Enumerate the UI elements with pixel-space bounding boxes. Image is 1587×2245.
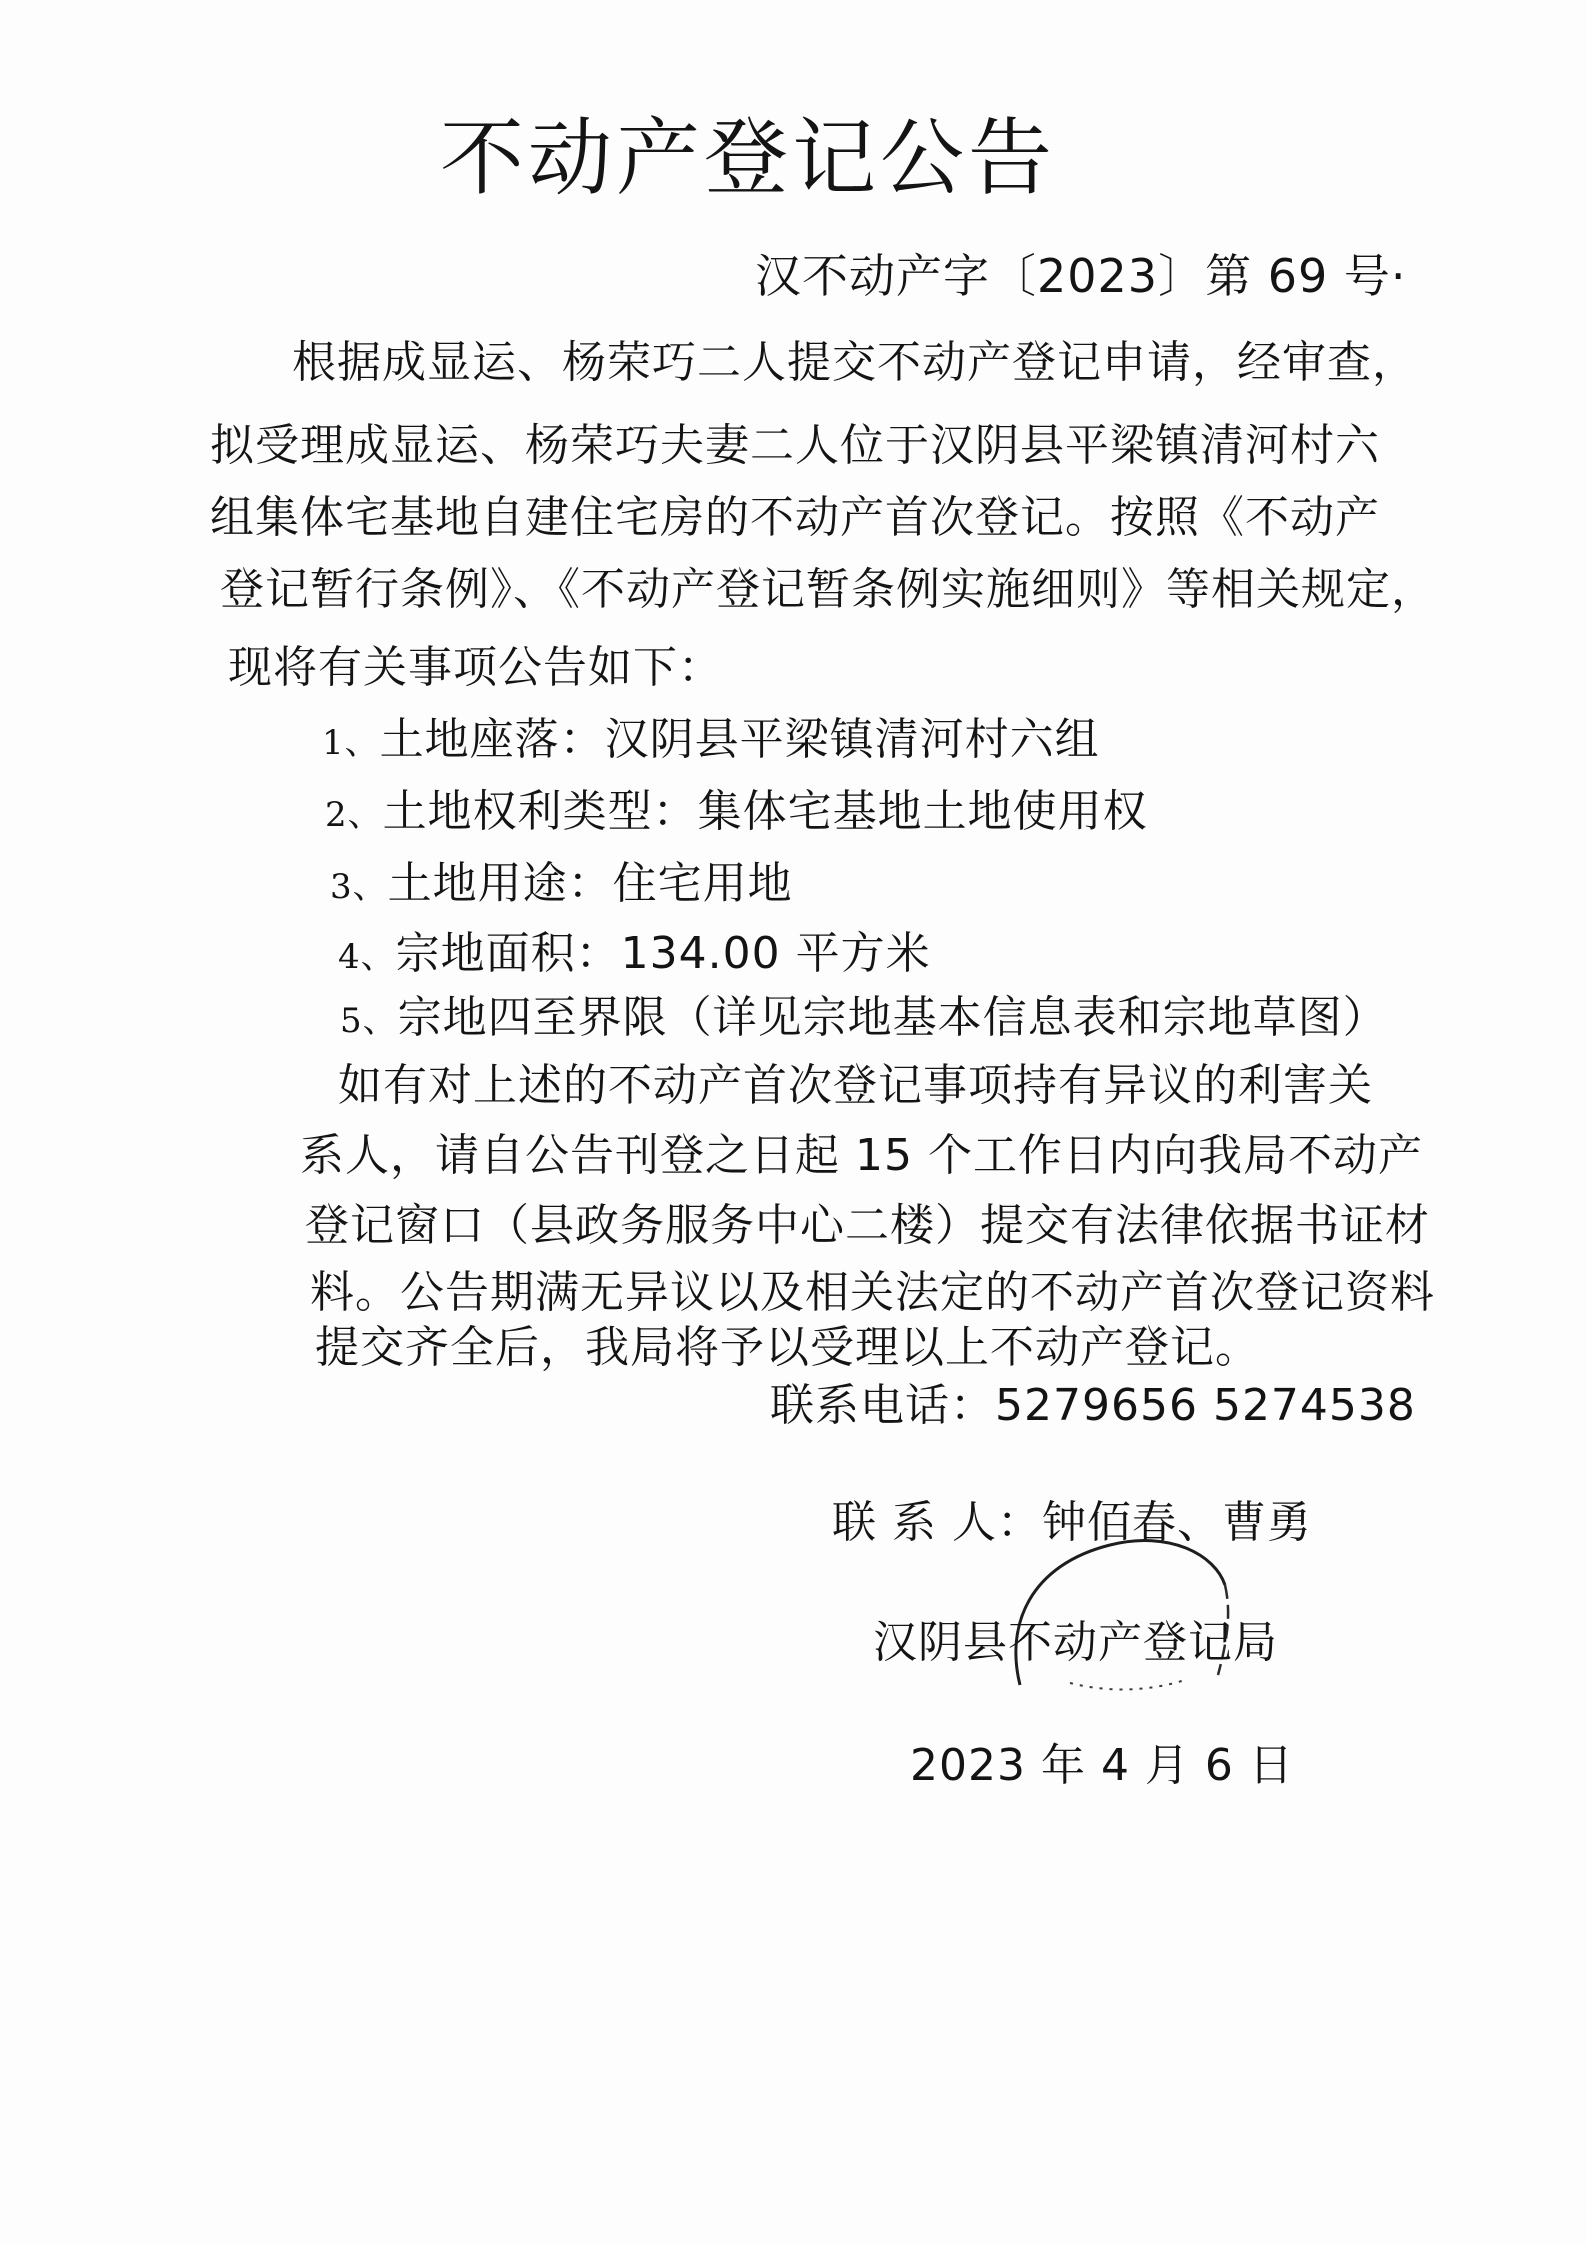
list-item (340, 990, 1388, 1049)
body-line: 登记暂行条例》、《不动产登记暂条例实施细则》等相关规定， (220, 564, 1436, 615)
list-item-number: 2、 (325, 795, 383, 835)
body-line: 现将有关事项公告如下： (228, 642, 723, 693)
body-line: 组集体宅基地自建住宅房的不动产首次登记。按照《不动产 (210, 492, 1380, 543)
list-item (330, 856, 793, 915)
list-item-text: 宗地四至界限（详见宗地基本信息表和宗地草图） (397, 992, 1388, 1043)
contact-person: 联 系 人：钟佰春、曹勇 (832, 1497, 1312, 1548)
list-item-text: 宗地面积：134.00 平方米 (395, 928, 931, 979)
issue-date: 2023 年 4 月 6 日 (910, 1740, 1294, 1791)
document-title: 不动产登记公告 (440, 109, 1057, 207)
objection-line: 提交齐全后，我局将予以受理以上不动产登记。 (315, 1322, 1260, 1373)
list-item (322, 712, 1100, 771)
body-line: 拟受理成显运、杨荣巧夫妻二人位于汉阴县平梁镇清河村六 (210, 420, 1380, 471)
list-item-number: 3、 (330, 867, 388, 907)
list-item-text: 土地用途：住宅用地 (387, 858, 793, 909)
list-item-number: 1、 (322, 723, 380, 763)
list-item-number: 5、 (340, 1001, 398, 1041)
objection-line: 如有对上述的不动产首次登记事项持有异议的利害关 (338, 1060, 1373, 1111)
issuing-agency: 汉阴县不动产登记局 (873, 1617, 1278, 1668)
list-item-text: 土地权利类型：集体宅基地土地使用权 (382, 786, 1148, 837)
objection-line: 登记窗口（县政务服务中心二楼）提交有法律依据书证材 (305, 1200, 1430, 1251)
document-number: 汉不动产字〔2023〕第 69 号· (755, 249, 1407, 303)
list-item (338, 926, 931, 985)
list-item (325, 784, 1148, 843)
objection-line: 系人，请自公告刊登之日起 15 个工作日内向我局不动产 (300, 1130, 1423, 1181)
objection-line: 料。公告期满无异议以及相关法定的不动产首次登记资料 (310, 1267, 1435, 1318)
body-line: 根据成显运、杨荣巧二人提交不动产登记申请，经审查， (292, 337, 1417, 388)
contact-phone: 联系电话：5279656 5274538 (770, 1380, 1416, 1431)
list-item-text: 土地座落：汉阴县平梁镇清河村六组 (379, 714, 1100, 765)
list-item-number: 4、 (338, 937, 396, 977)
